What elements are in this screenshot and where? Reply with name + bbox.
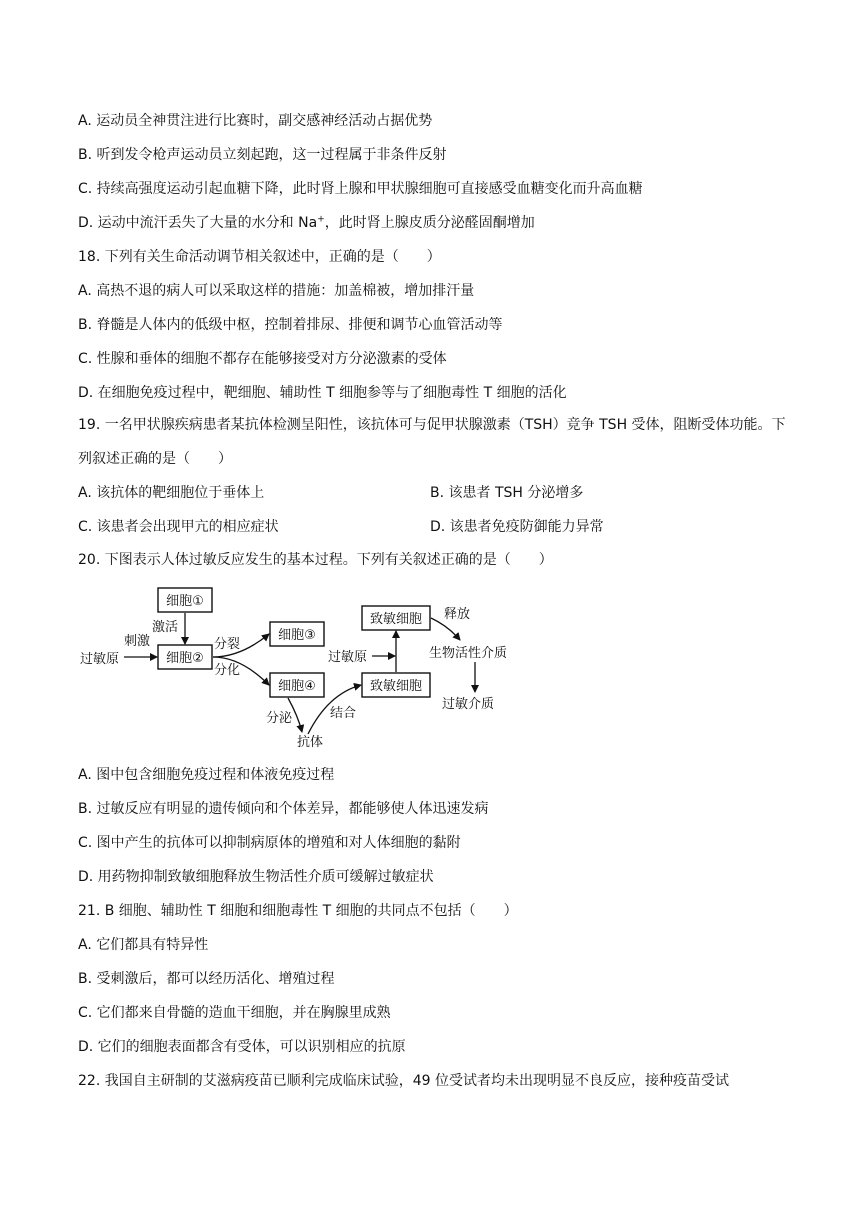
q21-option-a: A. 它们都具有特异性 bbox=[78, 937, 209, 953]
release-label: 释放 bbox=[444, 607, 471, 622]
q18-option-c: C. 性腺和垂体的细胞不都存在能够接受对方分泌激素的受体 bbox=[78, 351, 447, 367]
allergen-mid-label: 过敏原 bbox=[328, 650, 368, 665]
q21-option-c: C. 它们都来自骨髓的造血干细胞，并在胸腺里成熟 bbox=[78, 1005, 391, 1021]
sensitized-cell-top-label: 致敏细胞 bbox=[369, 612, 423, 627]
q18-option-b: B. 脊髓是人体内的低级中枢，控制着排尿、排便和调节心血管活动等 bbox=[78, 317, 503, 333]
divide-label: 分裂 bbox=[214, 637, 241, 652]
q21-option-b: B. 受刺激后，都可以经历活化、增殖过程 bbox=[78, 971, 335, 987]
q19-option-c: C. 该患者会出现甲亢的相应症状 bbox=[78, 519, 279, 535]
allergy-mediator-label: 过敏介质 bbox=[442, 697, 495, 712]
q17-option-a: A. 运动员全神贯注进行比赛时，副交感神经活动占据优势 bbox=[78, 113, 433, 129]
activate-label: 激活 bbox=[152, 620, 179, 635]
q20-option-b: B. 过敏反应有明显的遗传倾向和个体差异，都能够使人体迅速发病 bbox=[78, 801, 489, 817]
q21-stem: 21. B 细胞、辅助性 T 细胞和细胞毒性 T 细胞的共同点不包括（ ） bbox=[78, 903, 518, 919]
secrete-label: 分泌 bbox=[266, 711, 293, 726]
q20-option-d: D. 用药物抑制致敏细胞释放生物活性介质可缓解过敏症状 bbox=[78, 869, 434, 885]
q20-stem: 20. 下图表示人体过敏反应发生的基本过程。下列有关叙述正确的是（ ） bbox=[78, 552, 553, 568]
allergen-left-label: 过敏原 bbox=[80, 652, 120, 667]
q19-stem: 19. 一名甲状腺疾病患者某抗体检测呈阳性，该抗体可与促甲状腺激素（TSH）竞争 TSH 受体，阻断受体功能。下列叙述正确的是（ ） bbox=[78, 417, 786, 467]
q17-option-d-tail: ，此时肾上腺皮质分泌醛固酮增加 bbox=[324, 215, 535, 231]
cell-3-label: 细胞③ bbox=[278, 628, 316, 643]
cell-2-label: 细胞② bbox=[166, 651, 204, 666]
q18-option-a: A. 高热不退的病人可以采取这样的措施：加盖棉被，增加排汗量 bbox=[78, 283, 475, 299]
q18-option-d: D. 在细胞免疫过程中，靶细胞、辅助性 T 细胞参等与了细胞毒性 T 细胞的活化 bbox=[78, 385, 567, 401]
q19-option-d: D. 该患者免疫防御能力异常 bbox=[430, 519, 604, 535]
q17-option-d-text: D. 运动中流汗丢失了大量的水分和 Na bbox=[78, 215, 318, 231]
q17-option-b: B. 听到发令枪声运动员立刻起跑，这一过程属于非条件反射 bbox=[78, 147, 447, 163]
bind-label: 结合 bbox=[330, 706, 357, 721]
q17-option-c: C. 持续高强度运动引起血糖下降，此时肾上腺和甲状腺细胞可直接感受血糖变化而升高血糖 bbox=[78, 181, 643, 197]
sodium-superscript: + bbox=[317, 214, 325, 225]
differentiate-label: 分化 bbox=[214, 663, 241, 678]
sensitized-cell-bottom-label: 致敏细胞 bbox=[369, 679, 423, 694]
q22-stem: 22. 我国自主研制的艾滋病疫苗已顺利完成临床试验，49 位受试者均未出现明显不良反应，接种疫苗受试 bbox=[78, 1073, 729, 1089]
cell-4-label: 细胞④ bbox=[278, 679, 316, 694]
allergy-process-diagram bbox=[76, 584, 516, 754]
q19-option-a: A. 该抗体的靶细胞位于垂体上 bbox=[78, 485, 265, 501]
q18-stem: 18. 下列有关生命活动调节相关叙述中，正确的是（ ） bbox=[78, 249, 441, 265]
bioactive-substance-label: 生物活性介质 bbox=[429, 646, 508, 661]
cell-1-label: 细胞① bbox=[166, 594, 204, 609]
q21-option-d: D. 它们的细胞表面都含有受体，可以识别相应的抗原 bbox=[78, 1039, 406, 1055]
q17-option-d bbox=[78, 213, 535, 233]
antibody-label: 抗体 bbox=[297, 735, 324, 750]
q19-option-b: B. 该患者 TSH 分泌增多 bbox=[430, 485, 584, 501]
q20-option-c: C. 图中产生的抗体可以抑制病原体的增殖和对人体细胞的黏附 bbox=[78, 835, 461, 851]
stimulate-label: 刺激 bbox=[124, 634, 151, 649]
q20-option-a: A. 图中包含细胞免疫过程和体液免疫过程 bbox=[78, 767, 335, 783]
